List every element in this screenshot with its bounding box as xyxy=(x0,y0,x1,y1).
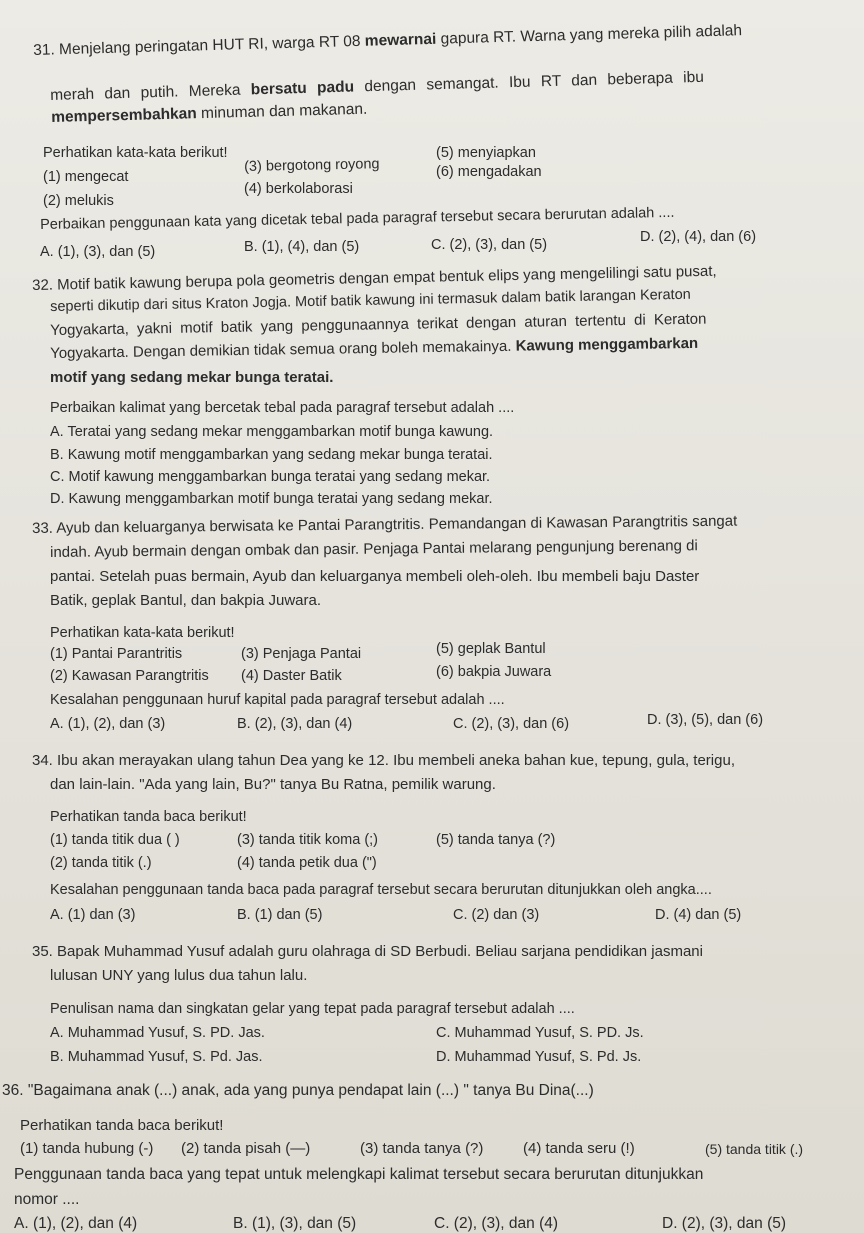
q36-mark-5: (5) tanda titik (.) xyxy=(705,1141,804,1157)
q32-option-b[interactable]: B. Kawung motif menggambarkan yang sedang mekar bunga teratai. xyxy=(50,447,493,463)
q36-option-c[interactable]: C. (2), (3), dan (4) xyxy=(434,1215,559,1232)
q34-mark-5: (5) tanda tanya (?) xyxy=(436,832,556,848)
q32-question: Perbaikan kalimat yang bercetak tebal pada paragraf tersebut adalah .... xyxy=(50,400,515,416)
q36-mark-1: (1) tanda hubung (-) xyxy=(20,1140,154,1157)
q33-word-3: (3) Penjaga Pantai xyxy=(241,646,362,662)
q33-word-5: (5) geplak Bantul xyxy=(436,641,546,657)
q34-question: Kesalahan penggunaan tanda baca pada paragraf tersebut secara berurutan ditunjukkan oleh angka.... xyxy=(50,882,712,898)
q33-word-2: (2) Kawasan Parangtritis xyxy=(50,668,209,684)
q34-stem-line-2: dan lain-lain. "Ada yang lain, Bu?" tanya Bu Ratna, pemilik warung. xyxy=(50,776,496,793)
q34-option-b[interactable]: B. (1) dan (5) xyxy=(237,907,323,923)
q36-question-line-1: Penggunaan tanda baca yang tepat untuk melengkapi kalimat tersebut secara berurutan ditunjukkan xyxy=(14,1166,704,1183)
q33-option-c[interactable]: C. (2), (3), dan (6) xyxy=(453,716,570,732)
q31-stem-text: 31. Menjelang peringatan HUT RI, warga RT 08 xyxy=(32,32,366,59)
q33-option-d[interactable]: D. (3), (5), dan (6) xyxy=(647,712,764,728)
q31-stem-text: minuman dan makanan. xyxy=(196,100,368,123)
q35-option-a[interactable]: A. Muhammad Yusuf, S. PD. Jas. xyxy=(50,1025,265,1041)
q34-intro: Perhatikan tanda baca berikut! xyxy=(50,809,247,825)
q34-mark-3: (3) tanda titik koma (;) xyxy=(237,832,379,848)
q33-word-1: (1) Pantai Parantritis xyxy=(50,646,183,662)
q36-stem: 36. "Bagaimana anak (...) anak, ada yang punya pendapat lain (...) " tanya Bu Dina(...) xyxy=(2,1082,594,1099)
q31-stem-text: dengan semangat. Ibu RT dan beberapa ibu xyxy=(353,68,705,96)
q31-bold-word-1: mewarnai xyxy=(364,30,437,50)
q34-option-a[interactable]: A. (1) dan (3) xyxy=(50,907,136,923)
q31-stem-text: gapura RT. Warna yang mereka pilih adalah xyxy=(436,22,743,48)
q31-stem-line-1 xyxy=(33,23,742,58)
q32-option-c[interactable]: C. Motif kawung menggambarkan bunga teratai yang sedang mekar. xyxy=(50,469,491,485)
q33-option-a[interactable]: A. (1), (2), dan (3) xyxy=(50,716,166,732)
q32-stem-line-2: seperti dikutip dari situs Kraton Jogja. Motif batik kawung ini termasuk dalam batik larangan Keraton xyxy=(49,286,691,315)
q36-mark-3: (3) tanda tanya (?) xyxy=(360,1140,484,1157)
q31-word-1: (1) mengecat xyxy=(43,169,129,185)
q35-option-c[interactable]: C. Muhammad Yusuf, S. PD. Js. xyxy=(436,1025,644,1041)
q32-option-d[interactable]: D. Kawung menggambarkan motif bunga teratai yang sedang mekar. xyxy=(50,491,493,507)
q32-bold-sentence: Kawung menggambarkan xyxy=(515,334,699,355)
q34-stem-line-1: 34. Ibu akan merayakan ulang tahun Dea yang ke 12. Ibu membeli aneka bahan kue, tepung, gula, terigu, xyxy=(32,752,735,769)
q32-stem-line-1: 32. Motif batik kawung berupa pola geometris dengan empat bentuk elips yang mengelilingi satu pusat, xyxy=(31,262,717,294)
q31-option-b[interactable]: B. (1), (4), dan (5) xyxy=(244,239,360,255)
q33-intro: Perhatikan kata-kata berikut! xyxy=(50,625,235,641)
q33-option-b[interactable]: B. (2), (3), dan (4) xyxy=(237,716,353,732)
q34-option-d[interactable]: D. (4) dan (5) xyxy=(655,907,742,923)
q31-question: Perbaikan penggunaan kata yang dicetak tebal pada paragraf tersebut secara berurutan adalah .... xyxy=(39,204,675,233)
q35-question: Penulisan nama dan singkatan gelar yang tepat pada paragraf tersebut adalah .... xyxy=(50,1001,575,1017)
q31-word-6: (6) mengadakan xyxy=(436,164,542,180)
q36-option-b[interactable]: B. (1), (3), dan (5) xyxy=(233,1215,357,1232)
q36-mark-2: (2) tanda pisah (—) xyxy=(181,1140,311,1157)
q33-stem-line-4: Batik, geplak Bantul, dan bakpia Juwara. xyxy=(50,592,322,609)
q33-question: Kesalahan penggunaan huruf kapital pada paragraf tersebut adalah .... xyxy=(50,692,505,708)
q31-option-c[interactable]: C. (2), (3), dan (5) xyxy=(431,237,548,253)
q31-word-2: (2) melukis xyxy=(43,193,114,209)
q32-stem-line-4 xyxy=(50,336,698,361)
q32-stem-text: Yogyakarta. Dengan demikian tidak semua orang boleh memakainya. xyxy=(49,337,516,362)
q33-stem-line-3: pantai. Setelah puas bermain, Ayub dan keluarganya membeli oleh-oleh. Ibu membeli baju Daster xyxy=(50,568,700,585)
q35-option-d[interactable]: D. Muhammad Yusuf, S. Pd. Js. xyxy=(436,1049,642,1065)
q36-mark-4: (4) tanda seru (!) xyxy=(523,1140,635,1157)
q32-stem-line-3: Yogyakarta, yakni motif batik yang penggunaannya terikat dengan aturan tertentu di Keraton xyxy=(49,310,707,339)
q31-stem-line-3 xyxy=(51,102,368,126)
q31-word-4: (4) berkolaborasi xyxy=(244,181,353,197)
q31-stem-line-2 xyxy=(50,70,704,104)
q36-intro: Perhatikan tanda baca berikut! xyxy=(20,1117,224,1134)
q31-bold-word-3: mempersembahkan xyxy=(50,105,197,126)
q33-word-4: (4) Daster Batik xyxy=(241,668,342,684)
q36-option-d[interactable]: D. (2), (3), dan (5) xyxy=(662,1215,787,1232)
q32-option-a[interactable]: A. Teratai yang sedang mekar menggambarkan motif bunga kawung. xyxy=(50,424,494,440)
q31-option-a[interactable]: A. (1), (3), dan (5) xyxy=(40,244,156,260)
q31-option-d[interactable]: D. (2), (4), dan (6) xyxy=(640,229,757,245)
q36-question-line-2: nomor .... xyxy=(14,1191,80,1208)
q33-stem-line-1: 33. Ayub dan keluarganya berwisata ke Pantai Parangtritis. Pemandangan di Kawasan Parangtritis sangat xyxy=(31,512,738,537)
q32-bold-sentence-end: motif yang sedang mekar bunga teratai. xyxy=(50,369,334,386)
q31-intro: Perhatikan kata-kata berikut! xyxy=(43,145,228,161)
q31-word-3: (3) bergotong royong xyxy=(243,156,380,175)
q31-word-5: (5) menyiapkan xyxy=(436,145,536,161)
q35-stem-line-1: 35. Bapak Muhammad Yusuf adalah guru olahraga di SD Berbudi. Beliau sarjana pendidikan jasmani xyxy=(32,943,703,960)
q34-mark-1: (1) tanda titik dua ( ) xyxy=(50,832,180,848)
q31-stem-text: merah dan putih. Mereka xyxy=(49,81,251,104)
q34-mark-4: (4) tanda petik dua (") xyxy=(237,855,377,871)
q36-option-a[interactable]: A. (1), (2), dan (4) xyxy=(14,1215,138,1232)
q33-word-6: (6) bakpia Juwara xyxy=(436,664,552,680)
q34-mark-2: (2) tanda titik (.) xyxy=(50,855,152,871)
q35-option-b[interactable]: B. Muhammad Yusuf, S. Pd. Jas. xyxy=(50,1049,263,1065)
q34-option-c[interactable]: C. (2) dan (3) xyxy=(453,907,540,923)
q33-stem-line-2: indah. Ayub bermain dengan ombak dan pasir. Penjaga Pantai melarang pengunjung berenang di xyxy=(49,537,698,561)
q35-stem-line-2: lulusan UNY yang lulus dua tahun lalu. xyxy=(50,967,308,984)
q31-bold-word-2: bersatu padu xyxy=(250,78,355,99)
